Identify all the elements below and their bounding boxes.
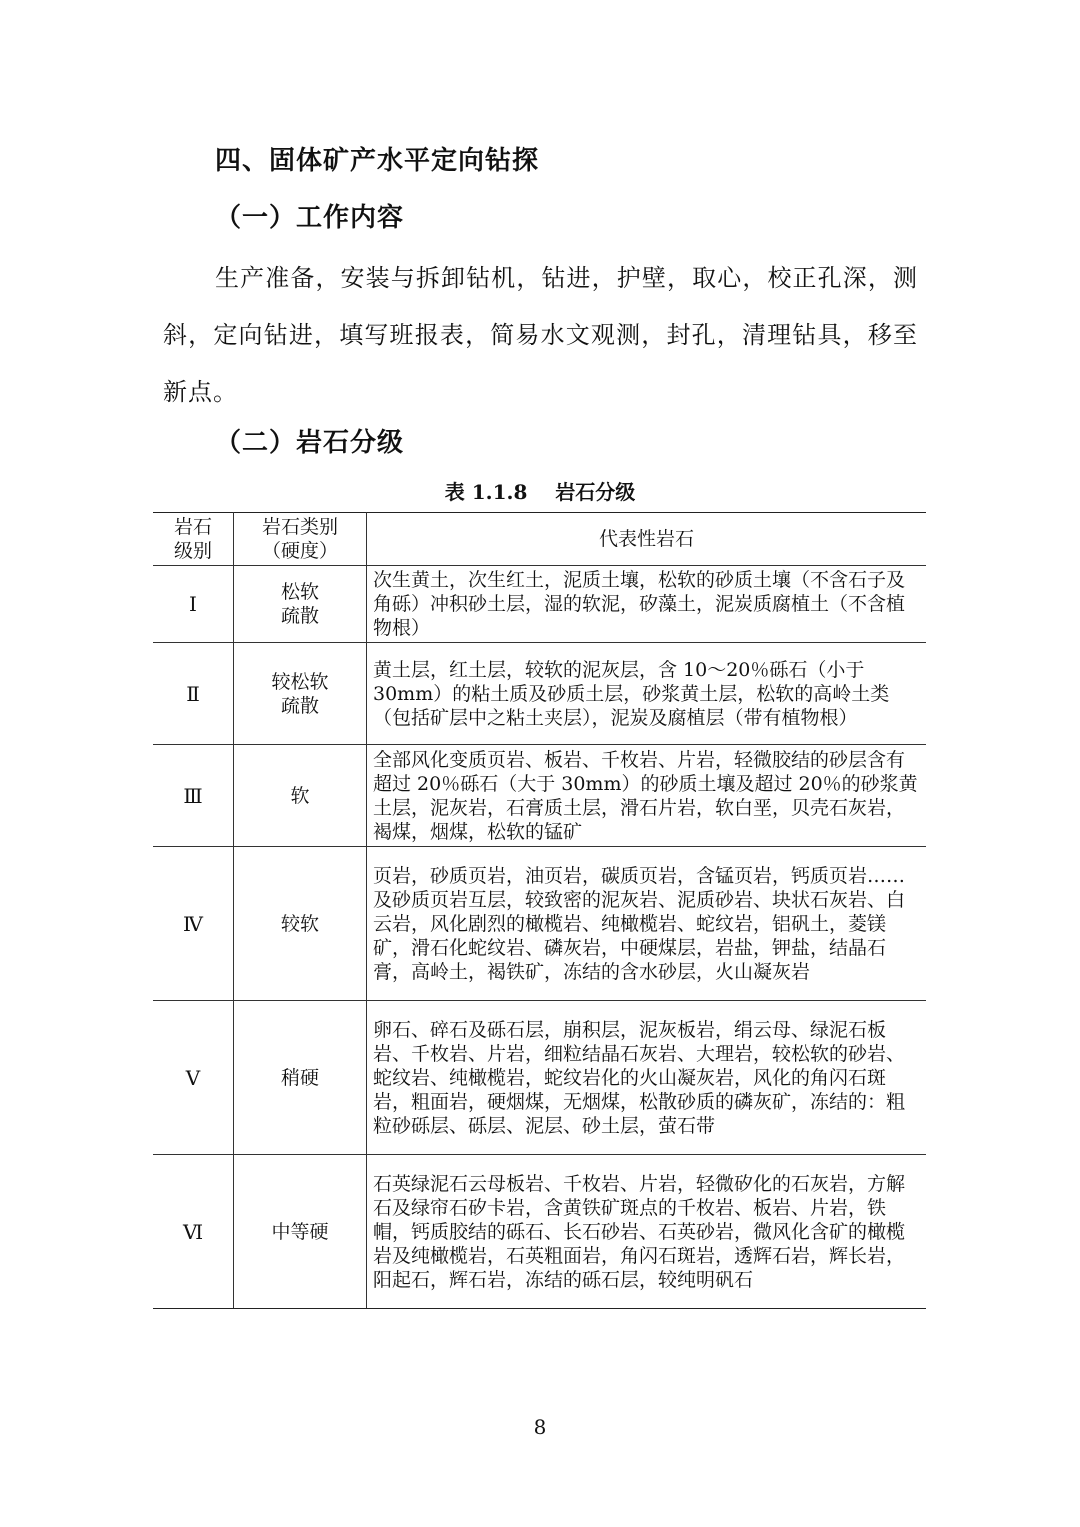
table-caption: 表 1.1.8 岩石分级 <box>444 480 636 504</box>
section-title: 四、固体矿产水平定向钻探 <box>215 146 540 176</box>
row-rocks: 黄土层，红土层，较软的泥灰层，含 10～20％砾石（小于 30mm）的粘土质及砂质土层，砂浆黄土层，松软的高岭土类（包括矿层中之粘土夹层），泥炭及腐植层（带有植物根） <box>367 643 927 745</box>
table-row <box>153 566 926 643</box>
work-content-paragraph: 生产准备，安装与拆卸钻机，钻进，护壁，取心，校正孔深，测斜，定向钻进，填写班报表，简易水文观测，封孔，清理钻具，移至新点。 <box>163 264 918 406</box>
page-number: 8 <box>533 1415 547 1439</box>
row-rocks: 卵石、碎石及砾石层，崩积层，泥灰板岩，绢云母、绿泥石板岩、千枚岩、片岩，细粒结晶石灰岩、大理岩，较松软的砂岩、蛇纹岩、纯橄榄岩，蛇纹岩化的火山凝灰岩，风化的角闪石斑岩，粗面岩，硬烟煤，无烟煤，松散砂质的磷灰矿，冻结的：粗粒砂砾层、砾层、泥层、砂土层，萤石带 <box>367 1001 927 1155</box>
row-rocks: 石英绿泥石云母板岩、千枚岩、片岩，轻微矽化的石灰岩，方解石及绿帘石矽卡岩，含黄铁矿斑点的千枚岩、板岩、片岩，铁帽，钙质胶结的砾石、长石砂岩、石英砂岩，微风化含矿的橄榄岩及纯橄榄岩，石英粗面岩，角闪石斑岩，透辉石岩，辉长岩，阳起石，辉石岩，冻结的砾石层，较纯明矾石 <box>367 1155 927 1309</box>
table-row <box>153 643 926 745</box>
row-grade: Ⅴ <box>153 1001 234 1155</box>
row-type: 软 <box>234 745 367 847</box>
header-rocks: 代表性岩石 <box>367 513 927 566</box>
row-grade: Ⅱ <box>153 643 234 745</box>
row-grade: Ⅵ <box>153 1155 234 1309</box>
row-type: 较松软 疏散 <box>234 643 367 745</box>
row-rocks: 全部风化变质页岩、板岩、千枚岩、片岩，轻微胶结的砂层含有超过 20％砾石（大于 30mm）的砂质土壤及超过 20％的砂浆黄土层，泥灰岩，石膏质土层，滑石片岩，软白垩，贝壳石灰岩，褐煤，烟煤，松软的锰矿 <box>367 745 927 847</box>
row-grade: Ⅰ <box>153 566 234 643</box>
row-type: 中等硬 <box>234 1155 367 1309</box>
subsection-title-work-content: （一）工作内容 <box>215 203 405 233</box>
table-row <box>153 847 926 1001</box>
row-type: 较软 <box>234 847 367 1001</box>
header-grade: 岩石 级别 <box>153 513 234 566</box>
subsection-title-rock-classification: （二）岩石分级 <box>215 428 405 458</box>
row-type: 松软 疏散 <box>234 566 367 643</box>
row-rocks: 次生黄土，次生红土，泥质土壤，松软的砂质土壤（不含石子及角砾）冲积砂土层，湿的软泥，矽藻土，泥炭质腐植土（不含植物根） <box>367 566 927 643</box>
table-header-row <box>153 513 926 566</box>
table-row <box>153 745 926 847</box>
row-rocks: 页岩，砂质页岩，油页岩，碳质页岩，含锰页岩，钙质页岩……及砂质页岩互层，较致密的泥灰岩、泥质砂岩、块状石灰岩、白云岩，风化剧烈的橄榄岩、纯橄榄岩、蛇纹岩，铝矾土，菱镁矿，滑石化蛇纹岩、磷灰岩，中硬煤层，岩盐，钾盐，结晶石膏，高岭土，褐铁矿，冻结的含水砂层，火山凝灰岩 <box>367 847 927 1001</box>
table-row <box>153 1155 926 1309</box>
header-type: 岩石类别 （硬度） <box>234 513 367 566</box>
row-type: 稍硬 <box>234 1001 367 1155</box>
rock-classification-table <box>153 512 926 1309</box>
row-grade: Ⅲ <box>153 745 234 847</box>
table-row <box>153 1001 926 1155</box>
row-grade: Ⅳ <box>153 847 234 1001</box>
